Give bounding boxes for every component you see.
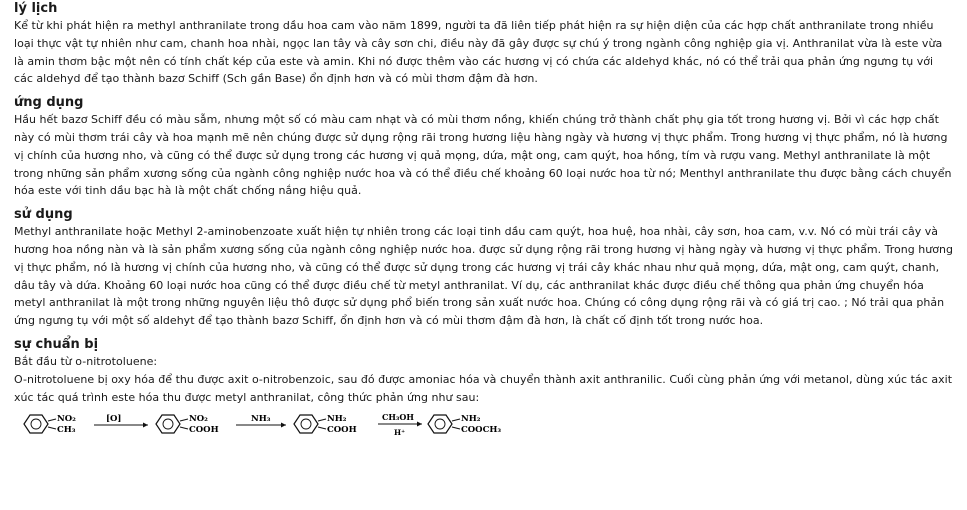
substituent-label: COOH [327,425,357,436]
substituent-label: COOCH₃ [461,425,502,436]
arrow-label: CH₃OH [382,412,414,423]
substituent-label: CH₃ [57,425,76,436]
benzene-ring-icon [156,415,180,433]
substituent-label: NH₂ [461,414,481,425]
reaction-scheme [14,411,534,437]
benzene-ring-icon [428,415,452,433]
section-title-background: lý lịch [14,1,58,16]
article [14,0,954,437]
arrow-label: NH₃ [251,414,271,425]
substituent-label: NO₂ [189,414,208,425]
section-paragraph-preparation-intro: Bắt đầu từ o-nitrotoluene: [14,354,158,368]
section-title-preparation: sự chuẩn bị [14,336,99,352]
arrow-label: H⁺ [394,428,406,438]
arrowhead-icon [417,422,422,427]
section-paragraph-usage: Methyl anthranilate hoặc Methyl 2-aminobenzoate xuất hiện tự nhiên trong các loại tinh dầu cam quýt, hoa huệ, hoa nhài, cây sơn, hoa cam, v.v. Nó có mùi trái cây và hương hoa nồng nàn và là sản phẩm xương sống của ngành công nghiệp nước hoa. được sử dụng rộng rãi trong hương vị hàng ngày và hương vị thực phẩm. Trong hương vị thực phẩm, nó là hương vị chính của hương nho, và cũng có thể được sử dụng trong các hương vị trái cây khác nhau như quả mọng, dứa, mật ong, cam quýt, chanh, dâu tây và dứa. Khoảng 60 loại nước hoa cũng có thể được điều chế từ metyl anthranilat. Ví dụ, các anthranilat khác được điều chế thông qua phản ứng chuyển hóa metyl anthranilat là một trong những nguyên liệu thô được sử dụng phổ biến trong sản xuất nước hoa. Chúng có công dụng rộng rãi và có giá trị cao. ; Nó trải qua phản ứng ngưng tụ với một số aldehyt để tạo thành bazơ Schiff, ổn định hơn và có mùi thơm đậm đà hơn, là chất cố định tốt trong nước hoa. [14,225,954,328]
section-paragraph-application: Hầu hết bazơ Schiff đều có màu sẫm, nhưng một số có màu cam nhạt và có mùi thơm nồng, khiến chúng trở thành chất phụ gia tốt trong hương vị. Bởi vì các hợp chất này có mùi thơm trái cây và hoa mạnh mẽ nên chúng được sử dụng rộng rãi trong hương liệu hàng ngày và hương vị thực phẩm. Trong hương vị thực phẩm, nó là hương vị chính của hương nho, và cũng có thể được sử dụng trong các hương vị quả mọng, dứa, mật ong, cam quýt, hoa hồng, tím và rượu vang. Methyl anthranilate là một trong những sản phẩm xương sống của ngành công nghiệp nước hoa và có thể điều chế khoảng 60 loại nước hoa từ nó; Menthyl anthranilate thu được bằng cách chuyển hóa este với tinh dầu bạc hà là một chất chống nắng hiệu quả. [14,113,952,198]
arrow-label: [O] [106,414,122,425]
substituent-label: NH₂ [327,414,347,425]
substituent-label: COOH [189,425,219,436]
benzene-ring-icon [24,415,48,433]
benzene-ring-icon [294,415,318,433]
section-paragraph-preparation: O-nitrotoluene bị oxy hóa để thu được axit o-nitrobenzoic, sau đó được amoniac hóa và chuyển thành axit anthranilic. Cuối cùng phản ứng với metanol, dùng xúc tác axit xúc tác quá trình este hóa thu được metyl anthranilat, công thức phản ứng như sau: [14,372,953,404]
substituent-label: NO₂ [57,414,76,425]
arrowhead-icon [143,423,148,428]
section-paragraph-background: Kể từ khi phát hiện ra methyl anthranilate trong dầu hoa cam vào năm 1899, người ta đã liên tiếp phát hiện ra sự hiện diện của các hợp chất anthranilate trong nhiều loại thực vật tự nhiên như cam, chanh hoa nhài, ngọc lan tây và cây sơn chi, điều này đã gây được sự chú ý trong ngành công nghiệp gia vị. Anthranilat vừa là este vừa là amin thơm bậc một nên có tính chất kép của este và amin. Khi nó được thêm vào các hương vị có chứa các aldehyd khác, nó có thể trải qua phản ứng ngưng tụ với các aldehyd để tạo thành bazơ Schiff (Sch gần Base) ổn định hơn và có mùi thơm đậm đà hơn. [14,19,943,86]
section-title-usage: sử dụng [14,207,73,223]
section-title-application: ứng dụng [14,95,84,111]
arrowhead-icon [281,423,286,428]
